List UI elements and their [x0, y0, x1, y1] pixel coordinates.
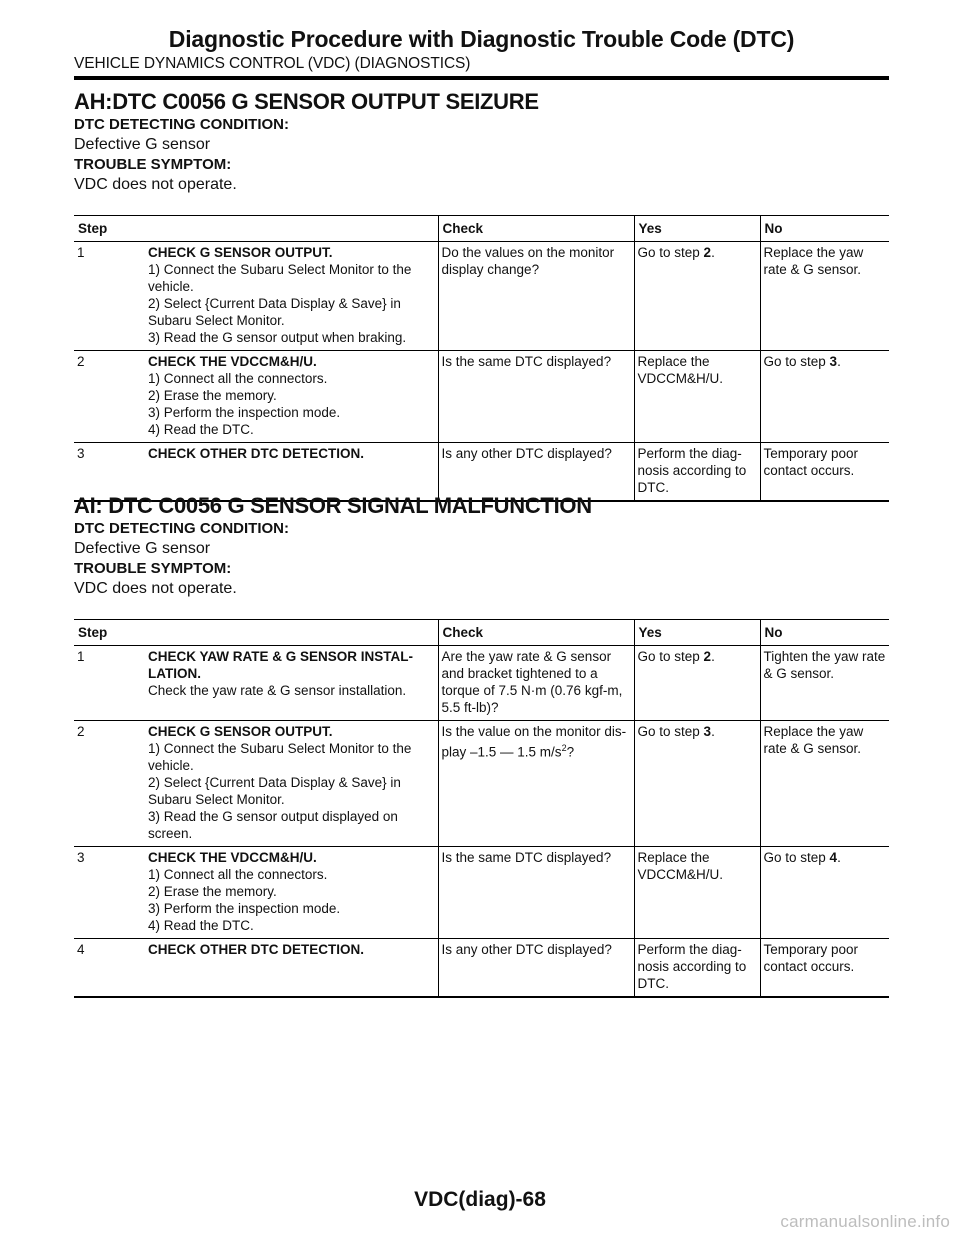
- step-cell: [74, 351, 438, 443]
- page-number: VDC(diag)-68: [414, 1188, 546, 1211]
- step-body: [148, 353, 435, 438]
- step-instruction: 1) Connect the Subaru Select Monitor to the vehicle.: [148, 741, 412, 773]
- step-cell: [74, 242, 438, 351]
- header-rule: [74, 76, 889, 80]
- header-step: Step: [74, 620, 438, 646]
- header-no: No: [760, 216, 889, 242]
- check-text: Do the values on the monitor display change?: [441, 245, 615, 277]
- step-number: 2: [77, 724, 85, 739]
- step-instruction: 2) Erase the memory.: [148, 388, 277, 403]
- header-yes: Yes: [634, 216, 760, 242]
- step-instruction: 3) Perform the inspection mode.: [148, 405, 341, 420]
- step-instruction: 1) Connect all the connectors.: [148, 867, 328, 882]
- symptom-label: TROUBLE SYMPTOM:: [74, 156, 232, 173]
- yes-text: Perform the diag-nosis according to DTC.: [637, 446, 747, 495]
- yes-text-end: .: [711, 649, 715, 664]
- yes-text: Go to step: [637, 724, 704, 739]
- page-subtitle: VEHICLE DYNAMICS CONTROL (VDC) (DIAGNOSTICS): [74, 55, 471, 72]
- step-instruction: 4) Read the DTC.: [148, 422, 254, 437]
- no-cell: [760, 847, 889, 939]
- condition-label: DTC DETECTING CONDITION:: [74, 116, 289, 133]
- check-text-end: ?: [566, 744, 575, 760]
- yes-cell: [634, 351, 760, 443]
- step-body: [148, 648, 435, 699]
- header-yes: Yes: [634, 620, 760, 646]
- yes-text: Go to step: [637, 649, 704, 664]
- check-cell: [438, 939, 634, 998]
- table-row: [74, 939, 889, 998]
- step-instruction: 4) Read the DTC.: [148, 918, 254, 933]
- yes-text: Perform the diag-nosis according to DTC.: [637, 942, 747, 991]
- step-number: 1: [77, 649, 85, 664]
- condition-label: DTC DETECTING CONDITION:: [74, 520, 289, 537]
- header-no: No: [760, 620, 889, 646]
- step-heading: CHECK OTHER DTC DETECTION.: [148, 942, 364, 957]
- yes-text-end: .: [711, 245, 715, 260]
- no-cell: [760, 351, 889, 443]
- no-text-end: .: [837, 354, 841, 369]
- table-row: [74, 721, 889, 847]
- symptom-value: VDC does not operate.: [74, 176, 237, 193]
- step-box: [77, 445, 435, 462]
- table-header-row: [74, 216, 889, 242]
- table-row: [74, 242, 889, 351]
- condition-value: Defective G sensor: [74, 136, 211, 153]
- yes-cell: [634, 646, 760, 721]
- step-body: [148, 723, 435, 842]
- check-cell: [438, 721, 634, 847]
- step-heading: CHECK OTHER DTC DETECTION.: [148, 446, 364, 461]
- step-box: [77, 849, 435, 934]
- step-instruction: 3) Read the G sensor output displayed on screen.: [148, 809, 398, 841]
- table-row: [74, 847, 889, 939]
- step-box: [77, 353, 435, 438]
- no-text: Replace the yaw rate & G sensor.: [763, 245, 864, 277]
- condition-value: Defective G sensor: [74, 540, 211, 557]
- no-text: Tighten the yaw rate & G sensor.: [763, 649, 886, 681]
- step-instruction: 2) Select {Current Data Display & Save} in Subaru Select Monitor.: [148, 296, 401, 328]
- step-number: 1: [77, 245, 85, 260]
- no-cell: [760, 242, 889, 351]
- check-superscript: 2: [561, 743, 567, 753]
- step-heading: CHECK G SENSOR OUTPUT.: [148, 724, 333, 739]
- no-text: Replace the yaw rate & G sensor.: [763, 724, 864, 756]
- yes-text: Replace the VDCCM&H/U.: [637, 354, 724, 386]
- no-cell: [760, 939, 889, 998]
- page-header: [74, 26, 889, 80]
- section-title: AI: DTC C0056 G SENSOR SIGNAL MALFUNCTION: [74, 493, 592, 518]
- no-step-ref: 4: [829, 850, 838, 865]
- section-title: AH:DTC C0056 G SENSOR OUTPUT SEIZURE: [74, 89, 539, 114]
- no-cell: [760, 646, 889, 721]
- step-heading: CHECK YAW RATE & G SENSOR INSTAL-LATION.: [148, 649, 414, 681]
- check-text: Is the same DTC displayed?: [441, 850, 612, 865]
- table-header-row: [74, 620, 889, 646]
- yes-text: Go to step: [637, 245, 704, 260]
- yes-text: Replace the VDCCM&H/U.: [637, 850, 724, 882]
- no-text-end: .: [837, 850, 841, 865]
- check-text: Is any other DTC displayed?: [441, 446, 612, 461]
- step-number: 3: [77, 446, 85, 461]
- step-body: [148, 244, 435, 346]
- step-box: [77, 244, 435, 346]
- step-cell: [74, 939, 438, 998]
- step-instruction: 1) Connect all the connectors.: [148, 371, 328, 386]
- check-cell: [438, 847, 634, 939]
- check-text: Is the same DTC displayed?: [441, 354, 612, 369]
- step-number: 4: [77, 942, 85, 957]
- yes-step-ref: 3: [703, 724, 712, 739]
- step-box: [77, 941, 435, 958]
- header-check: Check: [438, 620, 634, 646]
- header-step: Step: [74, 216, 438, 242]
- step-body: [148, 445, 435, 462]
- step-instruction: Check the yaw rate & G sensor installation.: [148, 683, 407, 698]
- check-text: Are the yaw rate & G sensor and bracket tightened to a torque of 7.5 N·m (0.76 kgf-m, 5.5 ft-lb)?: [441, 649, 623, 715]
- step-body: [148, 941, 435, 958]
- yes-text-end: .: [711, 724, 715, 739]
- step-number: 2: [77, 354, 85, 369]
- check-text: Is any other DTC displayed?: [441, 942, 612, 957]
- no-text: Temporary poor contact occurs.: [763, 942, 859, 974]
- step-instruction: 3) Perform the inspection mode.: [148, 901, 341, 916]
- no-step-ref: 3: [829, 354, 838, 369]
- yes-cell: [634, 847, 760, 939]
- check-cell: [438, 242, 634, 351]
- step-instruction: 2) Select {Current Data Display & Save} in Subaru Select Monitor.: [148, 775, 401, 807]
- step-instruction: 3) Read the G sensor output when braking.: [148, 330, 407, 345]
- symptom-value: VDC does not operate.: [74, 580, 237, 597]
- step-cell: [74, 646, 438, 721]
- diagnostic-table: [74, 215, 889, 502]
- yes-cell: [634, 242, 760, 351]
- watermark: carmanualsonline.info: [780, 1212, 950, 1231]
- yes-step-ref: 2: [703, 245, 712, 260]
- step-cell: [74, 721, 438, 847]
- check-cell: [438, 351, 634, 443]
- check-text: Is the value on the monitor dis-play –1.5 — 1.5 m/s: [441, 724, 627, 760]
- yes-cell: [634, 939, 760, 998]
- section-ah: [74, 89, 889, 502]
- no-text: Go to step: [763, 354, 830, 369]
- no-text: Go to step: [763, 850, 830, 865]
- diagnostic-table: [74, 619, 889, 998]
- step-instruction: 2) Erase the memory.: [148, 884, 277, 899]
- step-heading: CHECK THE VDCCM&H/U.: [148, 850, 317, 865]
- step-body: [148, 849, 435, 934]
- no-cell: [760, 721, 889, 847]
- table-body: [74, 242, 889, 502]
- symptom-label: TROUBLE SYMPTOM:: [74, 560, 232, 577]
- table-row: [74, 646, 889, 721]
- table-body: [74, 646, 889, 998]
- no-text: Temporary poor contact occurs.: [763, 446, 859, 478]
- step-number: 3: [77, 850, 85, 865]
- step-cell: [74, 847, 438, 939]
- page-title: Diagnostic Procedure with Diagnostic Trouble Code (DTC): [168, 26, 795, 52]
- yes-cell: [634, 721, 760, 847]
- step-box: [77, 648, 435, 699]
- table-row: [74, 351, 889, 443]
- check-cell: [438, 646, 634, 721]
- step-box: [77, 723, 435, 842]
- step-heading: CHECK G SENSOR OUTPUT.: [148, 245, 333, 260]
- step-heading: CHECK THE VDCCM&H/U.: [148, 354, 317, 369]
- section-ai: [74, 493, 889, 998]
- header-check: Check: [438, 216, 634, 242]
- yes-step-ref: 2: [703, 649, 712, 664]
- step-instruction: 1) Connect the Subaru Select Monitor to the vehicle.: [148, 262, 412, 294]
